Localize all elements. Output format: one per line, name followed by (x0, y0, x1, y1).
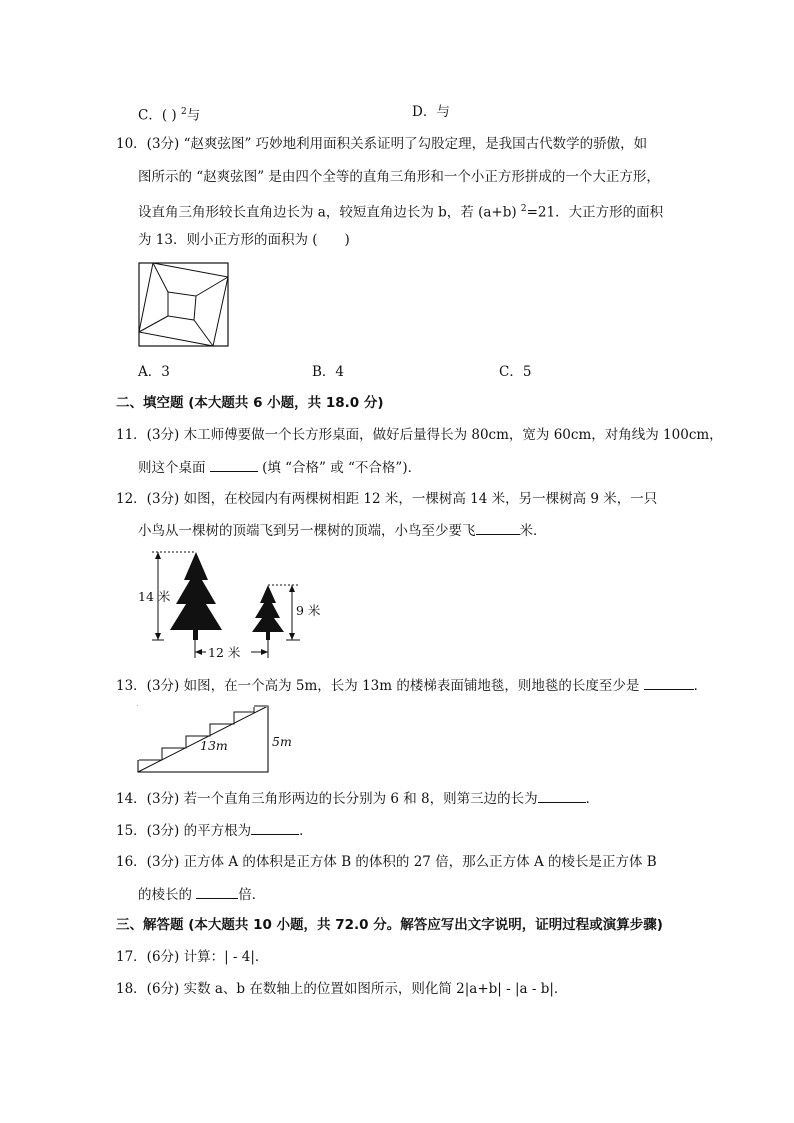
q10-option-c: C．5 (499, 364, 532, 380)
answer-blank (251, 821, 299, 835)
section-2-heading: 二、填空题 (本大题共 6 小题，共 18.0 分) (116, 395, 384, 411)
q16-line-1: 16．(3分) 正方体 A 的体积是正方体 B 的体积的 27 倍，那么正方体 A 的棱长是正方体 B (116, 854, 657, 870)
staircase-length-label: 13m (200, 738, 228, 753)
q11-line-1: 11．(3分) 木工师傅要做一个长方形桌面，做好后量得长为 80cm，宽为 60cm，对角线为 100cm， (116, 427, 723, 443)
arrow-head (155, 552, 161, 559)
diagram-line (196, 277, 228, 296)
q11-line-2: 则这个桌面 (填 “合格” 或 “不合格”)． (138, 460, 422, 476)
staircase-steps (138, 706, 254, 772)
q10-line-4: 为 13．则小正方形的面积为 ( ) (138, 232, 350, 248)
q16-line-2: 的棱长的 倍． (138, 887, 266, 903)
q15-line: 15．(3分) 的平方根为 ． (116, 823, 313, 839)
diagram-line (194, 320, 213, 346)
section-3-heading: 三、解答题 (本大题共 10 小题，共 72.0 分。解答应写出文字说明，证明过程或演算步骤) (116, 917, 663, 933)
q9-option-c: C．( ) $^2$与 (138, 107, 201, 124)
answer-blank (538, 789, 586, 803)
tree-height-14-label: 14 米 (138, 589, 171, 604)
q17-line: 17．(6分) 计算：| - 4|． (116, 949, 269, 965)
arrow-head (289, 633, 295, 640)
q12-line-1: 12．(3分) 如图，在校园内有两棵树相距 12 米，一棵树高 14 米，另一棵树高 9 米，一只 (116, 491, 658, 507)
q12-line-2: 小鸟从一棵树的顶端飞到另一棵树的顶端，小鸟至少要飞 米． (138, 523, 547, 539)
diagram-line (139, 316, 168, 332)
small-square (168, 292, 196, 320)
inner-tilted-square (139, 263, 228, 346)
q10-line-3: 设直角三角形较长直角边长为 a，较短直角边长为 b，若 (a+b) $^2$=21．大正方形的面积 (138, 204, 664, 221)
tree-height-9-label: 9 米 (296, 603, 321, 618)
answer-blank (644, 676, 694, 690)
answer-blank (476, 521, 520, 535)
arrow-head (195, 649, 202, 655)
answer-blank (196, 885, 238, 899)
q10-line-2: 图所示的 “赵爽弦图” 是由四个全等的直角三角形和一个小正方形拼成的一个大正方形， (138, 169, 660, 185)
diagram-line (153, 263, 168, 292)
q13-line-1: 13．(3分) 如图，在一个高为 5m，长为 13m 的楼梯表面铺地毯，则地毯的长度至少是 ． (116, 678, 708, 694)
arrow-head (155, 633, 161, 640)
q10-line-1: 10．(3分) “赵爽弦图” 巧妙地利用面积关系证明了勾股定理，是我国古代数学的骄傲，如 (116, 136, 648, 152)
q10-option-a: A．3 (138, 364, 170, 380)
answer-blank (210, 458, 258, 472)
q9-option-d: D．与 (412, 104, 450, 120)
short-tree (252, 585, 284, 640)
zhao-shuang-diagram (138, 262, 230, 348)
staircase-height-label: 5m (272, 734, 292, 749)
tree-distance-label: 12 米 (208, 645, 241, 660)
q10-option-b: B．4 (312, 364, 345, 380)
tall-tree (170, 552, 222, 640)
outer-square (139, 263, 228, 346)
arrow-head (289, 585, 295, 592)
q18-line: 18．(6分) 实数 a、b 在数轴上的位置如图所示，则化简 2|a+b| - |a - b|． (116, 981, 568, 997)
arrow-head (261, 649, 268, 655)
q14-line: 14．(3分) 若一个直角三角形两边的长分别为 6 和 8，则第三边的长为 ． (116, 791, 600, 807)
